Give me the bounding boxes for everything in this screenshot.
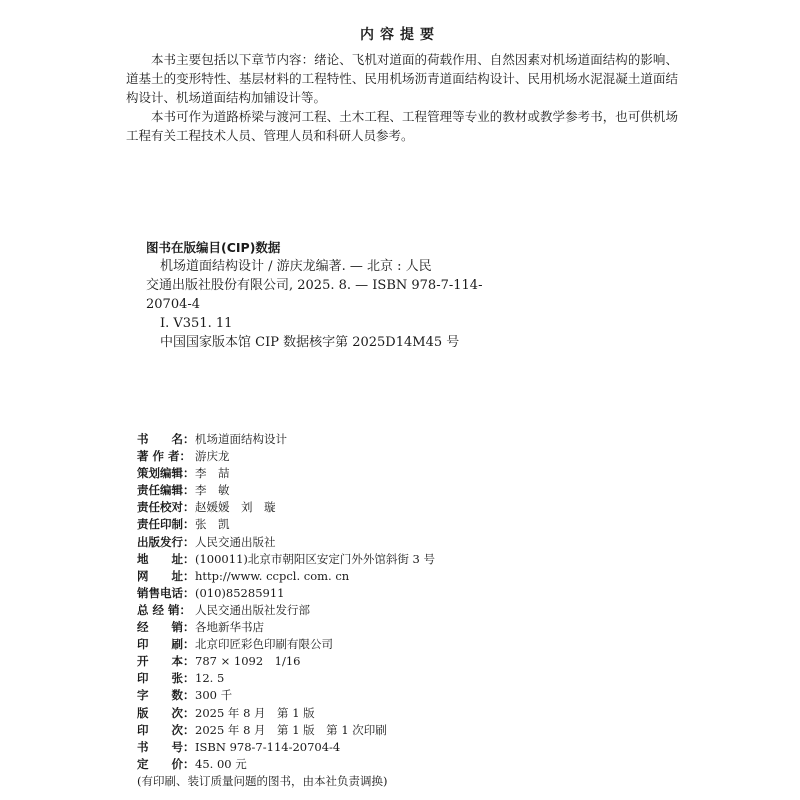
colophon-value: ISBN 978-7-114-20704-4: [195, 739, 341, 754]
colophon-row: [137, 568, 657, 585]
colophon-value: 李 敏: [195, 483, 230, 498]
colophon-label: 著 作 者：: [137, 449, 192, 464]
colophon-label: 字 数：: [137, 688, 195, 703]
colophon-label: 网 址：: [137, 568, 195, 583]
colophon-row: [137, 431, 657, 448]
colophon-value: 45. 00 元: [195, 756, 247, 771]
colophon-value: 人民交通出版社发行部: [195, 602, 310, 617]
colophon-label: 印 张：: [137, 671, 195, 686]
colophon-value: 张 凯: [195, 517, 230, 532]
colophon-label: 地 址：: [137, 551, 195, 566]
colophon-label: 书 号：: [137, 739, 195, 754]
colophon-value: 游庆龙: [195, 449, 230, 464]
colophon-label: 书 名：: [137, 432, 195, 446]
colophon: [137, 431, 657, 790]
cip-line: 交通出版社股份有限公司, 2025. 8. — ISBN 978-7-114-: [146, 278, 483, 293]
colophon-row: [137, 756, 657, 773]
colophon-label: 印 次：: [137, 722, 195, 737]
colophon-value: (100011)北京市朝阳区安定门外外馆斜街 3 号: [195, 551, 435, 566]
colophon-row: [137, 585, 657, 602]
colophon-value: 北京印匠彩色印刷有限公司: [195, 637, 333, 652]
colophon-row: [137, 465, 657, 482]
summary-paragraph: 本书可作为道路桥梁与渡河工程、土木工程、工程管理等专业的教材或教学参考书，也可供机场工程有关工程技术人员、管理人员和科研人员参考。: [126, 109, 678, 143]
colophon-label: 定 价：: [137, 756, 195, 771]
colophon-value: http://www. ccpcl. com. cn: [195, 568, 350, 583]
colophon-row: [137, 619, 657, 636]
colophon-row: [137, 739, 657, 756]
colophon-label: 策划编辑：: [137, 466, 195, 481]
colophon-value: 赵媛媛 刘 璇: [195, 500, 276, 515]
quality-note: (有印刷、装订质量问题的图书，由本社负责调换): [137, 773, 388, 788]
colophon-label: 责任印制：: [137, 517, 195, 532]
colophon-label: 责任校对：: [137, 500, 195, 515]
colophon-row: [137, 482, 657, 499]
cip-line: 20704-4: [146, 297, 201, 312]
summary-section: [126, 50, 678, 145]
colophon-label: 印 刷：: [137, 637, 195, 652]
colophon-row: [137, 551, 657, 568]
cip-heading: 图书在版编目(CIP)数据: [146, 240, 281, 255]
cip-line: 中国国家版本馆 CIP 数据核字第 2025D14M45 号: [160, 335, 460, 350]
colophon-label: 经 销：: [137, 620, 195, 635]
colophon-value: 各地新华书店: [195, 620, 264, 635]
colophon-label: 销售电话：: [137, 585, 195, 600]
colophon-row: [137, 602, 657, 619]
colophon-label: 总 经 销：: [137, 602, 192, 617]
colophon-row: [137, 448, 657, 465]
colophon-row: [137, 636, 657, 653]
summary-paragraph: 本书主要包括以下章节内容：绪论、飞机对道面的荷载作用、自然因素对机场道面结构的影响、道基土的变形特性、基层材料的工程特性、民用机场沥青道面结构设计、民用机场水泥混凝土道面结构设计、机场道面结构加铺设计等。: [126, 52, 678, 105]
colophon-value: 12. 5: [195, 671, 225, 686]
colophon-label: 责任编辑：: [137, 483, 195, 498]
colophon-row: [137, 516, 657, 533]
colophon-value: 787 × 1092 1/16: [195, 654, 301, 669]
cip-line: 机场道面结构设计 / 游庆龙编著. — 北京 : 人民: [160, 259, 432, 274]
colophon-row: [137, 722, 657, 739]
colophon-label: 出版发行：: [137, 534, 195, 549]
colophon-value: (010)85285911: [195, 585, 285, 600]
cip-block: [146, 238, 483, 352]
colophon-value: 2025 年 8 月 第 1 版: [195, 705, 315, 720]
colophon-value: 李 喆: [195, 466, 230, 481]
colophon-row: [137, 534, 657, 551]
colophon-row: [137, 499, 657, 516]
colophon-row: [137, 705, 657, 722]
colophon-row: [137, 687, 657, 704]
colophon-label: 版 次：: [137, 705, 195, 720]
colophon-value: 人民交通出版社: [195, 534, 276, 549]
cip-line: Ⅰ. V351. 11: [160, 316, 233, 331]
colophon-value: 2025 年 8 月 第 1 版 第 1 次印刷: [195, 722, 387, 737]
page-title: 内容提要: [360, 27, 440, 43]
colophon-row: [137, 670, 657, 687]
colophon-value: 机场道面结构设计: [195, 432, 287, 446]
colophon-row: [137, 653, 657, 670]
colophon-value: 300 千: [195, 688, 233, 703]
colophon-label: 开 本：: [137, 654, 195, 669]
